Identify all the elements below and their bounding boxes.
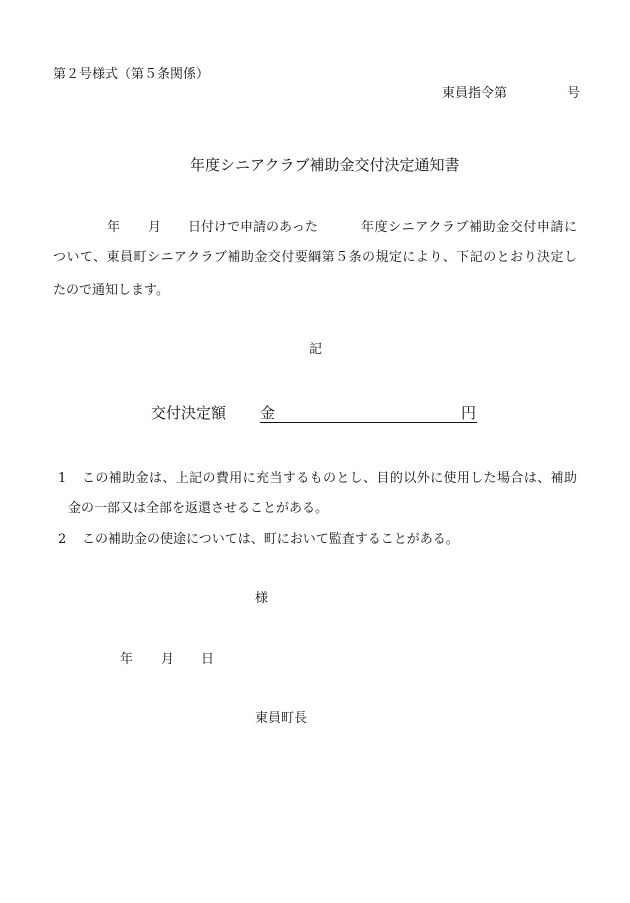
body-month: 月 bbox=[148, 220, 162, 235]
condition-text: この補助金の使途については、町において監査することがある。 bbox=[82, 532, 459, 547]
date-month: 月 bbox=[161, 652, 175, 667]
body-line2: ついて、東員町シニアクラブ補助金交付要綱第５条の規定により、下記のとおり決定し bbox=[53, 250, 577, 265]
ki-heading: 記 bbox=[309, 342, 323, 357]
page-title: 年度シニアクラブ補助金交付決定通知書 bbox=[190, 156, 460, 174]
issuer: 東員町長 bbox=[255, 711, 308, 726]
date-day: 日 bbox=[201, 652, 215, 667]
amount-unit: 円 bbox=[460, 404, 476, 422]
amount-label: 交付決定額 bbox=[151, 404, 227, 422]
doc-number bbox=[442, 86, 580, 102]
body-line1-rest: 年度シニアクラブ補助金交付申請に bbox=[361, 220, 577, 235]
body-year: 年 bbox=[107, 220, 121, 235]
amount-prefix: 金 bbox=[260, 404, 276, 422]
doc-number-prefix: 東員指令第 bbox=[442, 86, 508, 101]
form-label: 第２号様式（第５条関係） bbox=[53, 67, 210, 82]
addressee-suffix: 様 bbox=[255, 591, 269, 606]
condition-number: 2 bbox=[58, 532, 67, 547]
condition-number: 1 bbox=[58, 471, 67, 486]
condition-text-cont: 金の一部又は全部を返還させることがある。 bbox=[68, 501, 329, 516]
date-year: 年 bbox=[120, 652, 134, 667]
amount-field bbox=[260, 404, 477, 423]
condition-text: この補助金は、上記の費用に充当するものとし、目的以外に使用した場合は、補助 bbox=[82, 471, 577, 486]
body-line3: たので通知します。 bbox=[53, 283, 169, 298]
doc-number-suffix: 号 bbox=[567, 86, 581, 101]
body-day-text: 日付けで申請のあった bbox=[188, 220, 318, 235]
